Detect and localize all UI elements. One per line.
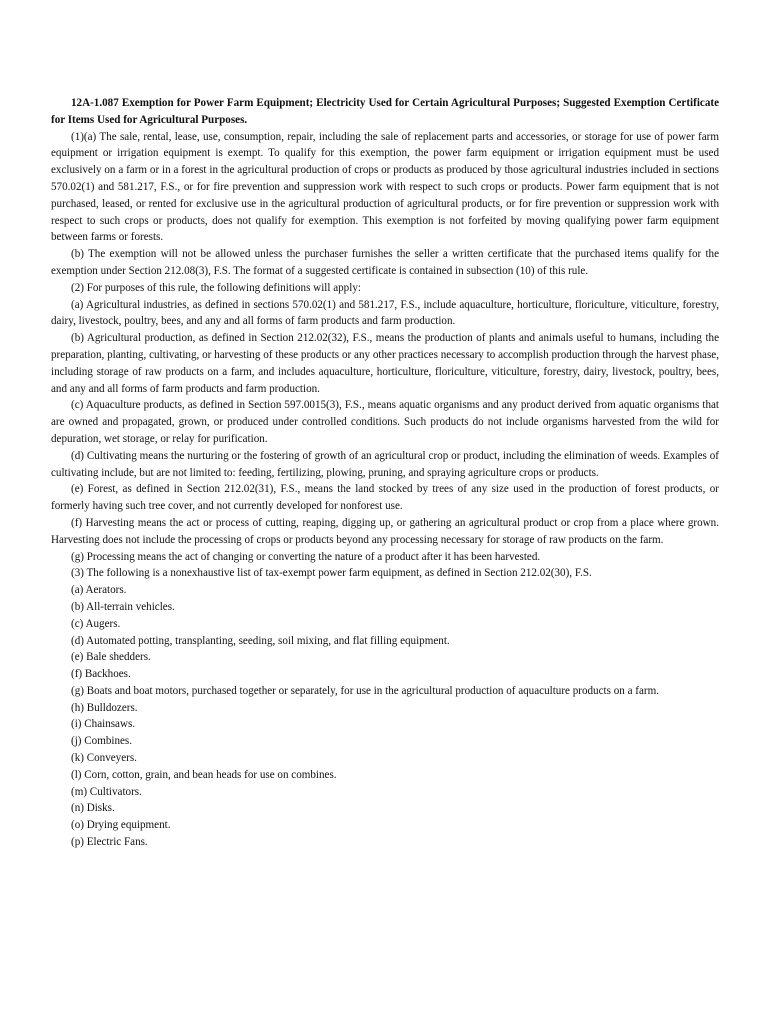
list-item: (b) All-terrain vehicles. bbox=[71, 600, 175, 613]
definition-harvesting: (f) Harvesting means the act or process of cutting, reaping, digging up, or gathering an agricultural product or crop from a place where grown. Harvesting does not include the processing of crops or products beyond any processing necessary for storage of raw products on the farm. bbox=[51, 516, 719, 546]
definition-aquaculture-products: (c) Aquaculture products, as defined in Section 597.0015(3), F.S., means aquatic organisms and any product derived from aquatic organisms that are owned and propagated, grown, or produced under controlled conditions. Such products do not include organisms harvested from the wild for depuration, wet storage, or relay for purification. bbox=[51, 399, 719, 445]
definition-processing: (g) Processing means the act of changing or converting the nature of a product after it has been harvested. bbox=[71, 550, 541, 563]
definition-agricultural-production: (b) Agricultural production, as defined in Section 212.02(32), F.S., means the production of plants and animals useful to humans, including the preparation, planting, cultivating, or harvesting of these products or any other practices necessary to accomplish production through the harvest phase, including storage of raw products on a farm, and includes aquaculture, horticulture, floriculture, viticulture, forestry, dairy, livestock, poultry, bees, and any and all forms of farm products and farm production. bbox=[51, 332, 719, 395]
list-item: (f) Backhoes. bbox=[71, 668, 131, 681]
list-item: (h) Bulldozers. bbox=[71, 701, 138, 714]
list-item: (i) Chainsaws. bbox=[71, 718, 136, 731]
list-item: (j) Combines. bbox=[71, 735, 133, 748]
definition-forest: (e) Forest, as defined in Section 212.02(31), F.S., means the land stocked by trees of any size used in the production of forest products, or formerly having such tree cover, and not currently developed for nonforest use. bbox=[51, 483, 719, 513]
list-item: (e) Bale shedders. bbox=[71, 651, 151, 664]
list-item: (n) Disks. bbox=[71, 802, 115, 815]
list-item: (p) Electric Fans. bbox=[71, 836, 148, 849]
paragraph-1-a: (1)(a) The sale, rental, lease, use, consumption, repair, including the sale of replacement parts and accessories, or storage for use of power farm equipment or irrigation equipment is exempt. To qualify for this exemption, the power farm equipment or irrigation equipment must be used exclusively on a farm or in a forest in the agricultural production of crops or products as produced by those agricultural industries included in sections 570.02(1) and 581.217, F.S., or for fire prevention and suppression work with respect to such crops or products. Power farm equipment that is not purchased, leased, or rented for exclusive use in the agricultural production of agricultural products, or for fire prevention or suppression work with respect to such crops or products, does not qualify for exemption. This exemption is not forfeited by moving qualifying power farm equipment between farms or forests. bbox=[51, 130, 719, 244]
paragraph-3: (3) The following is a nonexhaustive list of tax-exempt power farm equipment, as defined in Section 212.02(30), F.S. bbox=[71, 567, 592, 580]
list-item: (o) Drying equipment. bbox=[71, 819, 171, 832]
paragraph-2: (2) For purposes of this rule, the following definitions will apply: bbox=[71, 281, 361, 294]
definition-agricultural-industries: (a) Agricultural industries, as defined in sections 570.02(1) and 581.217, F.S., include aquaculture, horticulture, floriculture, viticulture, forestry, dairy, livestock, poultry, bees, and any and all forms of farm products and farm production. bbox=[51, 298, 719, 328]
document-page bbox=[51, 95, 719, 851]
rule-title: 12A-1.087 Exemption for Power Farm Equipment; Electricity Used for Certain Agricultural Purposes; Suggested Exemption Certificate for Items Used for Agricultural Purposes. bbox=[51, 97, 719, 126]
list-item: (c) Augers. bbox=[71, 617, 121, 630]
list-item: (k) Conveyers. bbox=[71, 752, 137, 765]
definition-cultivating: (d) Cultivating means the nurturing or the fostering of growth of an agricultural crop or product, including the elimination of weeds. Examples of cultivating include, but are not limited to: feeding, fertilizing, plowing, pruning, and spraying agriculture crops or products. bbox=[51, 449, 719, 479]
list-item: (m) Cultivators. bbox=[71, 785, 142, 798]
list-item: (g) Boats and boat motors, purchased together or separately, for use in the agricultural production of aquaculture products on a farm. bbox=[71, 684, 659, 697]
list-item: (d) Automated potting, transplanting, seeding, soil mixing, and flat filling equipment. bbox=[71, 634, 450, 647]
list-item: (l) Corn, cotton, grain, and bean heads for use on combines. bbox=[71, 768, 337, 781]
list-item: (a) Aerators. bbox=[71, 584, 127, 597]
paragraph-1-b: (b) The exemption will not be allowed unless the purchaser furnishes the seller a written certificate that the purchased items qualify for the exemption under Section 212.08(3), F.S. The format of a suggested certificate is contained in subsection (10) of this rule. bbox=[51, 248, 719, 277]
